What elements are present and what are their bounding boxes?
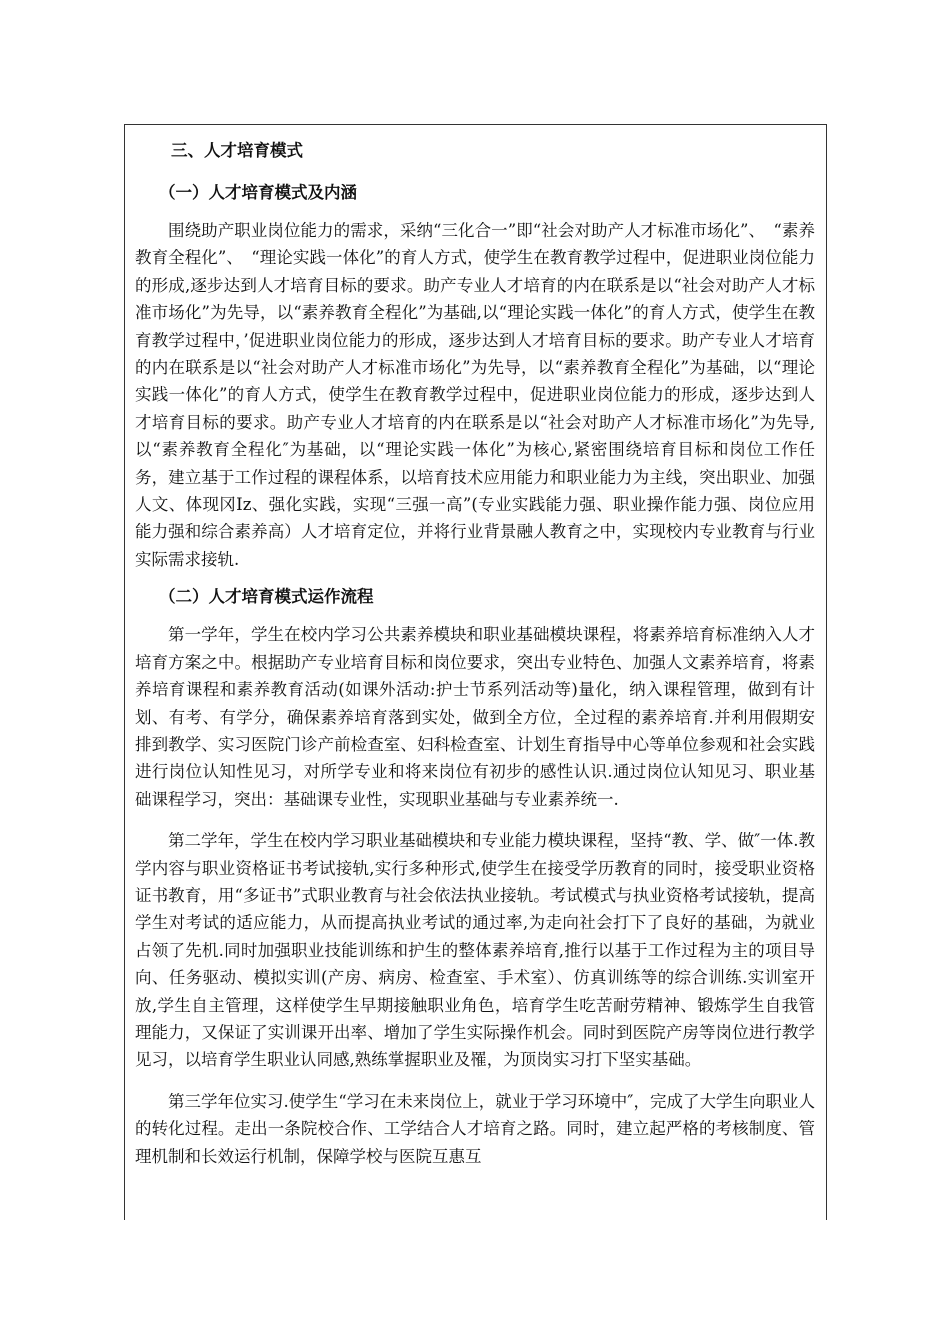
document-content xyxy=(135,127,815,1170)
section-title: 三、人才培育模式 xyxy=(171,141,303,160)
paragraph-third-year: 第三学年位实习.使学生“学习在未来岗位上，就业于学习环境中″，完成了大学生向职业人的转化过程。走出一条院校合作、工学结合人才培育之路。同时，建立起严格的考核制度、管理机制和长效运行机制，保障学校与医院互惠互 xyxy=(135,1091,815,1166)
paragraph-model-connotation: 围绕助产职业岗位能力的需求，采纳“三化合一”即“社会对助产人才标准市场化”、 “素养教育全程化”、 “理论实践一体化”的育人方式，使学生在教育教学过程中，促进职业岗位能力的形成,逐步达到人才培育目标的要求。助产专业人才培育的内在联系是以“社会对助产人才标准市场化”为先导，以“素养教育全程化”为基础,以“理论实践一体化”的育人方式，使学生在教育教学过程中，’促进职业岗位能力的形成，逐步达到人才培育目标的要求。助产专业人才培育的内在联系是以“社会对助产人才标准市场化”为先导，以“素养教育全程化”为基础，以“理论实践一体化”的育人方式，使学生在教育教学过程中，促进职业岗位能力的形成，逐步达到人才培育目标的要求。助产专业人才培育的内在联系是以“社会对助产人才标准市场化”为先导,以“素养教育全程化″为基础，以“理论实践一体化”为核心,紧密围绕培育目标和岗位工作任务，建立基于工作过程的课程体系，以培育技术应用能力和职业能力为主线，突出职业、加强人文、体现冈Iz、强化实践，实现“三强一高”(专业实践能力强、职业操作能力强、岗位应用能力强和综合素养高）人才培育定位，并将行业背景融人教育之中，实现校内专业教育与行业实际需求接轨. xyxy=(135,221,815,569)
paragraph-first-year: 第一学年，学生在校内学习公共素养模块和职业基础模块课程，将素养培育标准纳入人才培育方案之中。根据助产专业培育目标和岗位要求，突出专业特色、加强人文素养培育，将素养培育课程和素养教育活动(如课外活动:护士节系列活动等)量化，纳入课程管理，做到有计划、有考、有学分，确保素养培育落到实处，做到全方位，全过程的素养培育.并利用假期安排到教学、实习医院门诊产前检查室、妇科检查室、计划生育指导中心等单位参观和社会实践进行岗位认知性见习，对所学专业和将来岗位有初步的感性认识.通过岗位认知见习、职业基础课程学习，突出：基础课专业性，实现职业基础与专业素养统一. xyxy=(135,625,815,809)
subsection-title-1: （一）人才培育模式及内涵 xyxy=(159,183,357,202)
document-frame xyxy=(124,124,827,1220)
paragraph-second-year: 第二学年，学生在校内学习职业基础模块和专业能力模块课程，坚持“教、学、做″一体.教学内容与职业资格证书考试接轨,实行多种形式,使学生在接受学历教育的同时，接受职业资格证书教育，用“多证书”式职业教育与社会依法执业接轨。考试模式与执业资格考试接轨，提高学生对考试的适应能力，从而提高执业考试的通过率,为走向社会打下了良好的基础，为就业占领了先机.同时加强职业技能训练和护生的整体素养培育,推行以基于工作过程为主的项目导向、任务驱动、模拟实训(产房、病房、检查室、手术室）、仿真训练等的综合训练.实训室开放,学生自主管理，这样使学生早期接触职业角色，培育学生吃苦耐劳精神、锻炼学生自我管理能力，又保证了实训课开出率、增加了学生实际操作机会。同时到医院产房等岗位进行教学见习，以培育学生职业认同感,熟练掌握职业及罹，为顶岗实习打下坚实基础。 xyxy=(135,831,815,1070)
subsection-title-2: （二）人才培育模式运作流程 xyxy=(159,587,374,607)
